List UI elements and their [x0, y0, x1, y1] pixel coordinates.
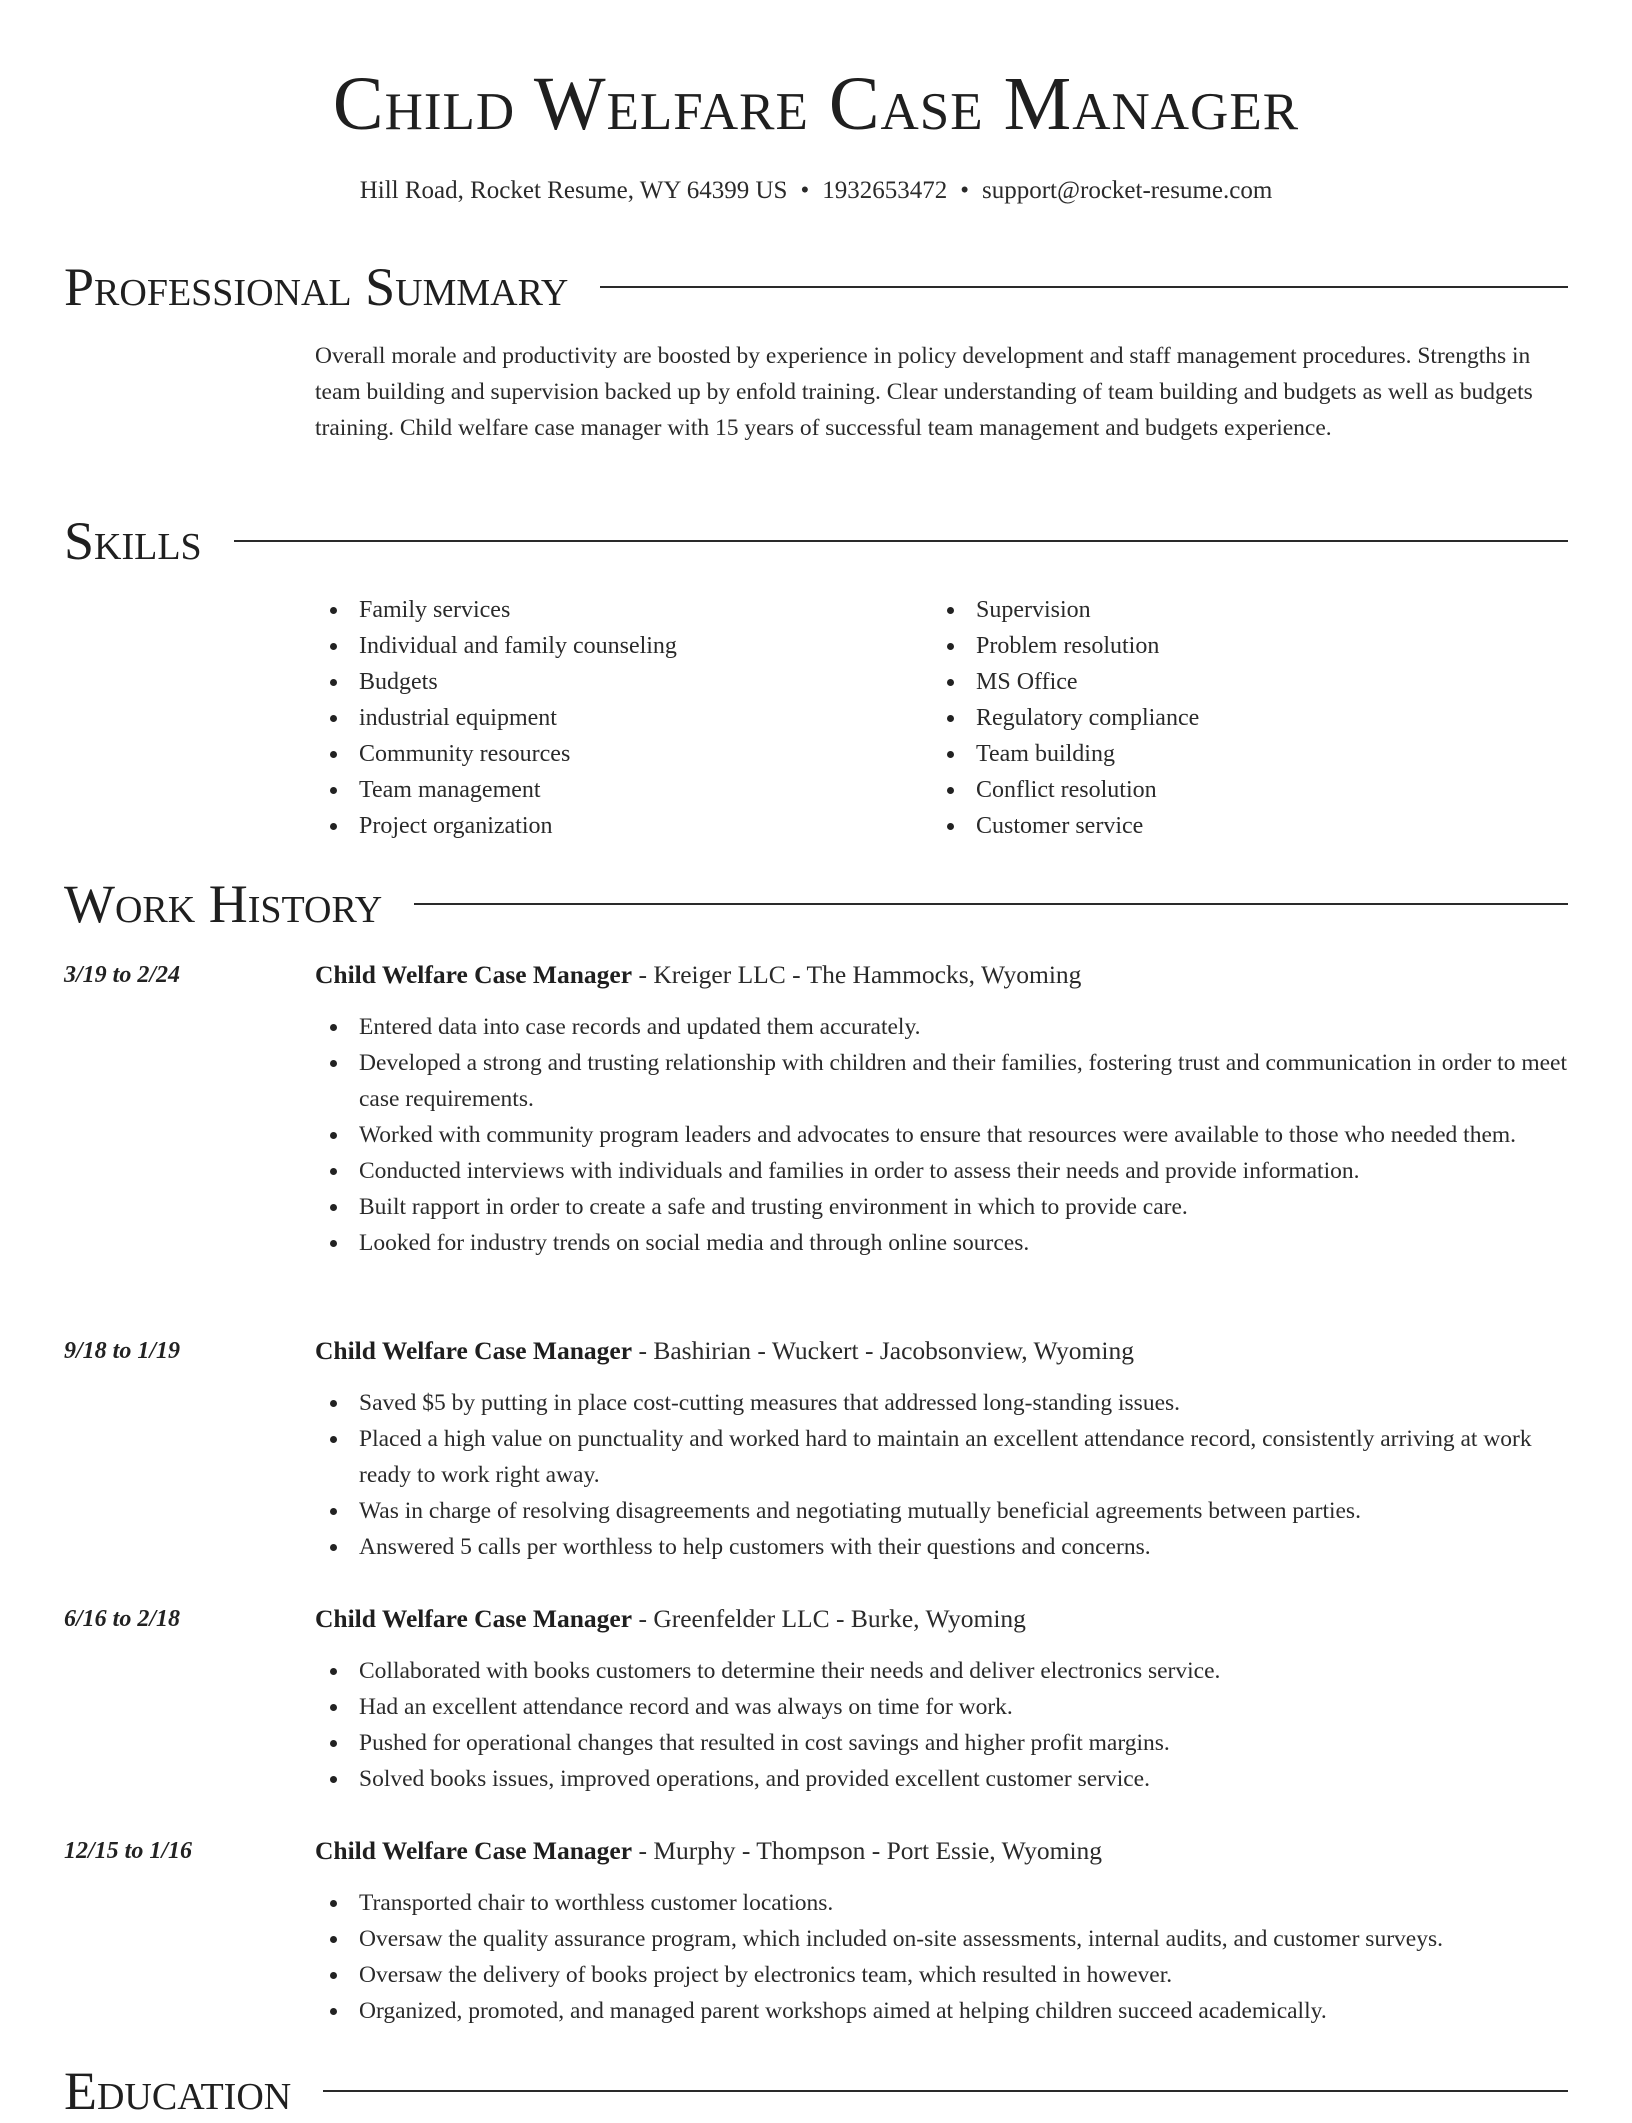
job-bullet: Transported chair to worthless customer locations. — [315, 1885, 1568, 1921]
work-section-header — [64, 872, 1568, 936]
phone-number: 1932653472 — [822, 177, 948, 204]
job-bullets — [315, 1385, 1568, 1565]
job-bullet: Placed a high value on punctuality and worked hard to maintain an excellent attendance record, consistently arriving at work ready to work right away. — [315, 1421, 1568, 1493]
job-heading — [315, 1833, 1102, 1869]
separator-dot: • — [800, 177, 810, 204]
job-employer: - Murphy - Thompson - Port Essie, Wyoming — [632, 1836, 1103, 1865]
job-bullet: Looked for industry trends on social media and through online sources. — [315, 1225, 1568, 1261]
job-bullet: Pushed for operational changes that resulted in cost savings and higher profit margins. — [315, 1725, 1568, 1761]
job-bullet: Oversaw the delivery of books project by electronics team, which resulted in however. — [315, 1957, 1568, 1993]
skill-item: Problem resolution — [932, 628, 1199, 664]
job-heading — [315, 1601, 1026, 1637]
job-bullets — [315, 1009, 1568, 1261]
address: Hill Road, Rocket Resume, WY 64399 US — [359, 177, 788, 204]
skill-item: Family services — [315, 592, 677, 628]
summary-text: Overall morale and productivity are boosted by experience in policy development and staff management procedures. Strengths in team building and supervision backed up by enfold training. Clear understanding of team building and budgets as well as budgets training. Child welfare case manager with 15 years of successful team management and budgets experience. — [315, 343, 1533, 441]
skill-item: Project organization — [315, 808, 677, 844]
job-bullet: Solved books issues, improved operations, and provided excellent customer service. — [315, 1761, 1568, 1797]
section-title-work: Work History — [64, 874, 383, 934]
skill-item: industrial equipment — [315, 700, 677, 736]
job-title: Child Welfare Case Manager — [315, 1604, 633, 1633]
section-title-summary: Professional Summary — [64, 257, 569, 317]
job-employer: - Bashirian - Wuckert - Jacobsonview, Wyoming — [632, 1336, 1134, 1365]
job-bullet: Was in charge of resolving disagreements and negotiating mutually beneficial agreements between parties. — [315, 1493, 1568, 1529]
job-dates: 6/16 to 2/18 — [64, 1606, 181, 1632]
job-employer: - Kreiger LLC - The Hammocks, Wyoming — [632, 960, 1082, 989]
job-title: Child Welfare Case Manager — [315, 1336, 633, 1365]
job-bullet: Organized, promoted, and managed parent workshops aimed at helping children succeed academically. — [315, 1993, 1568, 2029]
skill-item: Individual and family counseling — [315, 628, 677, 664]
job-bullet: Answered 5 calls per worthless to help customers with their questions and concerns. — [315, 1529, 1568, 1565]
job-bullet: Had an excellent attendance record and was always on time for work. — [315, 1689, 1568, 1725]
education-section-header — [64, 2059, 1568, 2123]
skill-item: Team building — [932, 736, 1199, 772]
section-divider — [600, 286, 1568, 288]
skills-section-header — [64, 509, 1568, 573]
job-bullet: Worked with community program leaders and advocates to ensure that resources were available to those who needed them. — [315, 1117, 1568, 1153]
job-bullets — [315, 1653, 1568, 1797]
job-bullet: Conducted interviews with individuals and families in order to assess their needs and provide information. — [315, 1153, 1568, 1189]
skill-item: Budgets — [315, 664, 677, 700]
section-title-skills: Skills — [64, 511, 202, 571]
contact-line — [0, 174, 1632, 208]
skills-list-left — [315, 592, 677, 844]
job-bullet: Oversaw the quality assurance program, which included on-site assessments, internal audits, and customer surveys. — [315, 1921, 1568, 1957]
job-dates: 3/19 to 2/24 — [64, 962, 181, 988]
skill-item: Community resources — [315, 736, 677, 772]
skill-item: Regulatory compliance — [932, 700, 1199, 736]
skill-item: Customer service — [932, 808, 1199, 844]
job-bullets — [315, 1885, 1568, 2029]
job-heading — [315, 1333, 1134, 1369]
skill-item: Conflict resolution — [932, 772, 1199, 808]
job-bullet: Built rapport in order to create a safe and trusting environment in which to provide care. — [315, 1189, 1568, 1225]
job-bullet: Saved $5 by putting in place cost-cutting measures that addressed long-standing issues. — [315, 1385, 1568, 1421]
job-bullet: Developed a strong and trusting relationship with children and their families, fostering trust and communication in order to meet case requirements. — [315, 1045, 1568, 1117]
skill-item: Supervision — [932, 592, 1199, 628]
skill-item: MS Office — [932, 664, 1199, 700]
job-heading — [315, 957, 1081, 993]
skill-item: Team management — [315, 772, 677, 808]
section-divider — [414, 903, 1568, 905]
summary-section-header — [64, 255, 1568, 319]
job-employer: - Greenfelder LLC - Burke, Wyoming — [632, 1604, 1026, 1633]
job-title: Child Welfare Case Manager — [315, 960, 633, 989]
job-dates: 12/15 to 1/16 — [64, 1838, 193, 1864]
skills-list-right — [932, 592, 1199, 844]
section-divider — [234, 540, 1568, 542]
job-title: Child Welfare Case Manager — [315, 1836, 633, 1865]
section-title-education: Education — [64, 2061, 292, 2121]
separator-dot: • — [960, 177, 969, 204]
job-bullet: Entered data into case records and updated them accurately. — [315, 1009, 1568, 1045]
email-address: support@rocket-resume.com — [981, 177, 1273, 204]
candidate-name: Child Welfare Case Manager — [332, 62, 1300, 146]
job-dates: 9/18 to 1/19 — [64, 1338, 181, 1364]
job-bullet: Collaborated with books customers to determine their needs and deliver electronics service. — [315, 1653, 1568, 1689]
section-divider — [323, 2090, 1568, 2092]
